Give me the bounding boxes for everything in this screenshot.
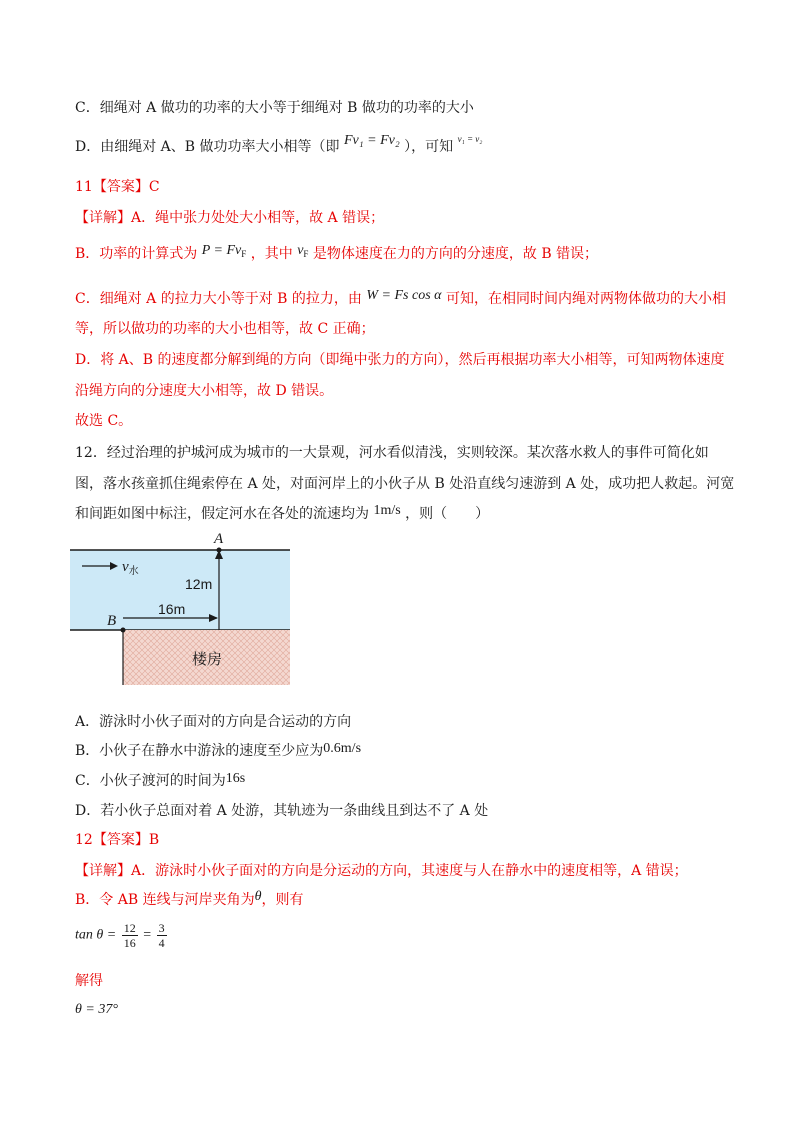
point-b-label: B bbox=[107, 613, 117, 629]
q11-detail-b-var: $v_F$ bbox=[297, 243, 309, 259]
point-b bbox=[121, 628, 126, 633]
q12-option-c-value: 16s bbox=[225, 771, 246, 786]
q12-stem-line3-suffix: ，则（ ） bbox=[405, 506, 490, 522]
q12-detail-b-suffix: ，则有 bbox=[261, 892, 304, 908]
equation-tan-lhs: tan θ = bbox=[75, 927, 117, 943]
equation-tan bbox=[75, 921, 169, 950]
q11-option-c: C．细绳对 A 做功的功率的大小等于细绳对 B 做功的功率的大小 bbox=[75, 100, 474, 116]
q11-detail-a: 【详解】A．绳中张力处处大小相等，故 A 错误； bbox=[75, 210, 385, 226]
q11-detail-b-suffix: 是物体速度在力的方向的分速度，故 B 错误； bbox=[312, 246, 599, 262]
q12-stem-speed: 1m/s bbox=[373, 503, 401, 518]
q11-option-d-prefix: D．由细绳对 A、B 做功功率大小相等（即 bbox=[75, 139, 340, 155]
q12-detail-b-var: θ bbox=[254, 889, 262, 904]
q12-detail-b bbox=[75, 889, 303, 912]
q11-detail-b-prefix: B．功率的计算式为 bbox=[75, 246, 198, 262]
q12-option-b-value: 0.6m/s bbox=[323, 741, 362, 756]
q11-option-d bbox=[75, 133, 483, 159]
q12-option-d: D．若小伙子总面对着 A 处游，其轨迹为一条曲线且到达不了 A 处 bbox=[75, 803, 489, 819]
q11-option-d-formula2: v₁ = v₂ bbox=[457, 134, 483, 144]
q12-stem-line1: 12．经过治理的护城河成为城市的一大景观，河水看似清浅，实则较深。某次落水救人的事件可简化如 bbox=[75, 445, 709, 461]
point-a bbox=[217, 548, 222, 553]
q12-option-b-prefix: B．小伙子在静水中游泳的速度至少应为 bbox=[75, 743, 324, 759]
q11-choose: 故选 C。 bbox=[75, 413, 133, 429]
solve-label: 解得 bbox=[75, 973, 103, 989]
q12-stem-line2: 图，落水孩童抓住绳索停在 A 处，对面河岸上的小伙子从 B 处沿直线匀速游到 A 处，成功把人救起。河宽 bbox=[75, 476, 735, 492]
distance-label: 16m bbox=[158, 601, 186, 617]
river-width-label: 12m bbox=[185, 576, 213, 592]
q12-option-b bbox=[75, 740, 361, 763]
equation-theta: θ = 37° bbox=[75, 1002, 118, 1017]
equation-tan-equals: = bbox=[143, 927, 152, 943]
q11-detail-c-line1 bbox=[75, 288, 726, 311]
q12-detail-a: 【详解】A．游泳时小伙子面对的方向是分运动的方向，其速度与人在静水中的速度相等，A 错误； bbox=[75, 863, 688, 879]
q11-detail-b-mid: ，其中 bbox=[250, 246, 293, 262]
q11-option-d-formula: Fv₁ = Fv₂ bbox=[343, 133, 400, 148]
fraction-3-4: $\frac{3}{4}$ bbox=[158, 921, 165, 950]
q11-detail-d-line1: D．将 A、B 的速度都分解到绳的方向（即绳中张力的方向），然后再根据功率大小相等，可知两物体速度 bbox=[75, 352, 725, 368]
q11-detail-b bbox=[75, 243, 598, 269]
flow-velocity-label: $v_水$ bbox=[122, 559, 139, 577]
q11-detail-c-prefix: C．细绳对 A 的拉力大小等于对 B 的拉力，由 bbox=[75, 291, 362, 307]
q11-detail-c-formula: W = Fs cos α bbox=[366, 288, 442, 303]
q12-stem-line3-prefix: 和间距如图中标注，假定河水在各处的流速均为 bbox=[75, 506, 369, 522]
q11-detail-b-formula: $P = Fv_F$ bbox=[201, 243, 247, 259]
q11-answer-heading: 11【答案】C bbox=[75, 179, 160, 195]
q11-detail-c-suffix: 可知，在相同时间内绳对两物体做功的大小相 bbox=[445, 291, 726, 307]
building-label: 楼房 bbox=[192, 651, 223, 668]
q12-option-c-prefix: C．小伙子渡河的时间为 bbox=[75, 773, 226, 789]
q11-option-d-mid: ），可知 bbox=[404, 139, 454, 155]
fraction-12-16: $\frac{12}{16}$ bbox=[123, 921, 136, 950]
point-a-label: A bbox=[214, 531, 224, 547]
q12-option-c bbox=[75, 770, 245, 793]
q12-detail-b-prefix: B．令 AB 连线与河岸夹角为 bbox=[75, 892, 255, 908]
q11-detail-c-line2: 等，所以做功的功率的大小也相等，故 C 正确； bbox=[75, 321, 375, 337]
river-diagram bbox=[70, 530, 300, 692]
q12-option-a: A．游泳时小伙子面对的方向是合运动的方向 bbox=[75, 714, 352, 730]
q12-stem-line3 bbox=[75, 503, 489, 526]
q11-detail-d-line2: 沿绳方向的分速度大小相等，故 D 错误。 bbox=[75, 383, 334, 399]
q12-answer-heading: 12【答案】B bbox=[75, 832, 160, 848]
